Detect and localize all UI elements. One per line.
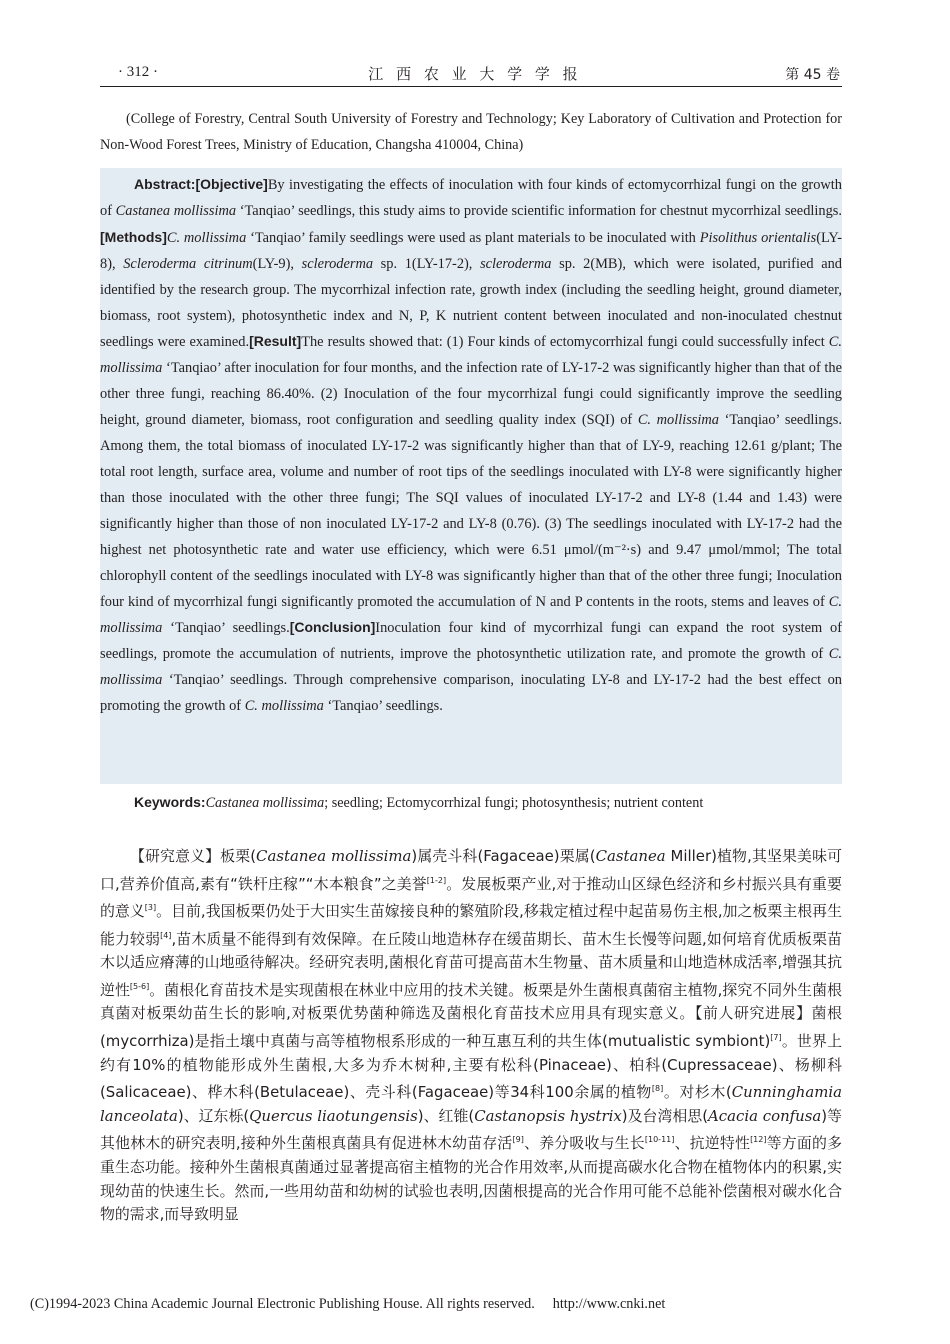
text: 、抗逆特性 bbox=[674, 1134, 751, 1153]
species-name: Castanea mollissima bbox=[256, 847, 412, 865]
fungus-code: sp. 1(LY-17-2), bbox=[373, 255, 481, 272]
text: 。目前,我国板栗仍处于大田实生苗嫁接良种的繁殖阶段,移栽定植过程中起苗易伤主根,加之板栗主根再生能力较弱 bbox=[100, 902, 842, 948]
page-header bbox=[0, 0, 950, 88]
citation: [4] bbox=[160, 930, 172, 940]
species-name: Quercus liaotungensis bbox=[249, 1106, 418, 1125]
text: 。菌根化育苗技术是实现菌根在林业中应用的技术关键。板栗是外生菌根真菌宿主植物,探究不同外生菌根真菌对板栗幼苗生长的影响,对板栗优势菌种筛选及菌根化育苗技术应用具有现实意义。【前人研究进展】菌根(mycorrhiza)是指土壤中真菌与高等植物根系形成的一种互惠互利的共生体(mutualistic symbiont) bbox=[100, 980, 842, 1050]
keywords-rest: ; seedling; Ectomycorrhizal fungi; photosynthesis; nutrient content bbox=[324, 795, 704, 811]
objective-text-2: seedlings, this study aims to provide scientific information for chestnut mycorrhizal seedlings. bbox=[298, 202, 842, 219]
cnki-link[interactable]: http://www.cnki.net bbox=[552, 1296, 666, 1312]
copyright-notice: (C)1994-2023 China Academic Journal Electronic Publishing House. All rights reserved. bbox=[30, 1296, 535, 1312]
species-name: C. mollissima bbox=[100, 593, 842, 637]
body-paragraph bbox=[100, 845, 842, 1227]
conclusion-tag: [Conclusion] bbox=[289, 619, 376, 636]
citation: [1-2] bbox=[426, 875, 447, 885]
page-footer bbox=[30, 1296, 920, 1313]
conclusion-text: Inoculation four kind of mycorrhizal fungi can expand the root system of seedlings, promote the accumulation of nutrients, improve the photosynthetic utilization rate, and promote the growth of bbox=[100, 620, 842, 663]
keywords-label: Keywords: bbox=[134, 794, 206, 810]
genus-name: Castanea bbox=[595, 847, 666, 865]
keywords bbox=[100, 790, 842, 815]
species-name: C. mollissima bbox=[100, 646, 842, 689]
species-name: C. mollissima bbox=[637, 412, 719, 429]
objective-tag: [Objective] bbox=[195, 176, 268, 192]
species-name: C. mollissima bbox=[100, 334, 842, 377]
text: 【研究意义】板栗( bbox=[130, 847, 257, 865]
fungus-code: (LY-8), bbox=[100, 229, 842, 272]
text: 。发展板栗产业,对于推动山区绿色经济和乡村振兴具有重要的意义 bbox=[100, 874, 842, 921]
text: )、红锥( bbox=[417, 1106, 475, 1125]
text: )及台湾相思( bbox=[621, 1106, 709, 1125]
text: )属壳斗科(Fagaceae)栗属( bbox=[411, 847, 596, 865]
species-name: Acacia confusa bbox=[708, 1106, 822, 1125]
fungus-name: Scleroderma citrinum bbox=[123, 255, 253, 272]
citation: [9] bbox=[512, 1135, 524, 1145]
citation: [10-11] bbox=[644, 1135, 675, 1145]
fungus-code: (LY-9), bbox=[252, 255, 302, 272]
methods-species: C. mollissima bbox=[166, 229, 247, 246]
text: Miller)植物,其坚果美味可口,营养价值高,素有“铁杆庄稼”“木本粮食”之美誉 bbox=[100, 847, 842, 893]
methods-text-2: which were isolated, purified and identified by the research group. The mycorrhizal infection rate, growth index (including the seedling height, ground diameter, biomass, root system), photosynthetic index and N, P, K nutrient content between inoculated and non-inoculated chestnut seedlings were examined. bbox=[100, 255, 842, 351]
conclusion-text: ‘Tanqiao’ seedlings. Through comprehensive comparison, inoculating LY-8 and LY-17-2 had the best effect on promoting the growth of bbox=[100, 672, 842, 715]
citation: [12] bbox=[750, 1135, 767, 1145]
affiliation: (College of Forestry, Central South University of Forestry and Technology; Key Laboratory of Cultivation and Protection for Non-Wood Forest Trees, Ministry of Education, Changsha 410004, China) bbox=[100, 111, 842, 153]
abstract-box bbox=[100, 168, 842, 784]
citation: [7] bbox=[770, 1033, 782, 1043]
text: 。对杉木( bbox=[663, 1083, 732, 1102]
text: 、养分吸收与生长 bbox=[523, 1134, 645, 1153]
journal-title: 江 西 农 业 大 学 学 报 bbox=[368, 65, 582, 83]
methods-tag: [Methods] bbox=[100, 228, 167, 245]
result-text: ‘Tanqiao’ seedlings. Among them, the total biomass of inoculated LY-17-2 was significantly higher than that of LY-9, reaching 12.61 g/plant; The total root length, surface area, volume and number of root tips of the seedlings inoculated with LY-8 were significantly higher than those inoculated with the other three fungi; The SQI values of inoculated LY-17-2 and LY-8 (1.44 and 1.43) were significantly higher than those of non inoculated LY-17-2 and LY-8 (0.76). (3) The seedlings inoculated with LY-17-2 had the highest net photosynthetic rate and water use efficiency, which were 6.51 μmol/(m⁻²·s) and 9.47 μmol/mmol; The total chlorophyll content of the seedlings inoculated with LY-8 was significantly higher than that of the other three fungi; Inoculation four kind of mycorrhizal fungi significantly promoted the accumulation of N and P contents in the roots, stems and leaves of bbox=[100, 412, 842, 610]
fungus-name: Pisolithus orientalis bbox=[699, 229, 817, 246]
species-name: Cunninghamia lanceolata bbox=[100, 1083, 842, 1125]
fungus-code: sp. 2(MB), bbox=[551, 255, 634, 272]
abstract-paragraph bbox=[100, 168, 842, 720]
fungus-name: scleroderma bbox=[301, 255, 374, 272]
conclusion-text: ‘Tanqiao’ seedlings. bbox=[323, 698, 443, 715]
cultivar-name: ‘Tanqiao’ bbox=[236, 202, 299, 219]
volume-label: 第 45 卷 bbox=[785, 67, 840, 83]
result-text: The results showed that: (1) Four kinds of ectomycorrhizal fungi could successfully infect bbox=[301, 334, 829, 351]
fungus-name: scleroderma bbox=[480, 255, 552, 272]
species-name: Castanopsis hystrix bbox=[474, 1106, 622, 1125]
methods-text: ‘Tanqiao’ family seedlings were used as plant materials to be inoculated with bbox=[246, 229, 700, 246]
citation: [5-6] bbox=[129, 981, 150, 991]
text: 等方面的多重生态功能。接种外生菌根真菌通过显著提高宿主植物的光合作用效率,从而提高碳水化合物在植物体内的积累,实现幼苗的快速生长。然而,一些用幼苗和幼树的试验也表明,因菌根提高的光合作用可能不总能补偿菌根对碳水化合物的需求,而导致明显 bbox=[100, 1134, 842, 1224]
citation: [8] bbox=[651, 1084, 664, 1094]
species-name: Castanea mollissima bbox=[115, 202, 237, 219]
header-divider bbox=[100, 86, 842, 87]
result-text: ‘Tanqiao’ after inoculation for four months, and the infection rate of LY-17-2 was significantly higher than that of the other three fungi, reaching 86.40%. (2) Inoculation of the four mycorrhizal fungi could significantly improve the seedling height, ground diameter, biomass, root configuration and seedling quality index (SQI) of bbox=[100, 360, 842, 429]
result-tag: [Result] bbox=[249, 333, 302, 350]
keyword-species: Castanea mollissima bbox=[205, 795, 325, 811]
citation: [3] bbox=[144, 903, 157, 913]
abstract-label: Abstract: bbox=[134, 176, 196, 192]
text: )、辽东栎( bbox=[177, 1106, 250, 1125]
text: 。世界上约有10%的植物能形成外生菌根,大多为乔木树种,主要有松科(Pinaceae)、柏科(Cupressaceae)、杨柳科(Salicaceae)、桦木科(Betulaceae)、壳斗科(Fagaceae)等34科100余属的植物 bbox=[100, 1032, 842, 1102]
species-name: C. mollissima bbox=[244, 698, 324, 715]
body-text bbox=[100, 845, 842, 1227]
objective-text: By investigating the effects of inoculation with four kinds of ectomycorrhizal fungi on the growth of bbox=[100, 177, 842, 219]
text: ,苗木质量不能得到有效保障。在丘陵山地造林存在缓苗期长、苗木生长慢等问题,如何培育优质板栗苗木以适应瘠薄的山地亟待解决。经研究表明,菌根化育苗可提高苗木生物量、苗木质量和山地造林成活率,增强其抗逆性 bbox=[100, 929, 842, 999]
page-number: · 312 · bbox=[118, 64, 158, 80]
result-text: ‘Tanqiao’ seedlings. bbox=[162, 620, 290, 637]
text: )等其他林木的研究表明,接种外生菌根真菌具有促进林木幼苗存活 bbox=[100, 1106, 843, 1153]
